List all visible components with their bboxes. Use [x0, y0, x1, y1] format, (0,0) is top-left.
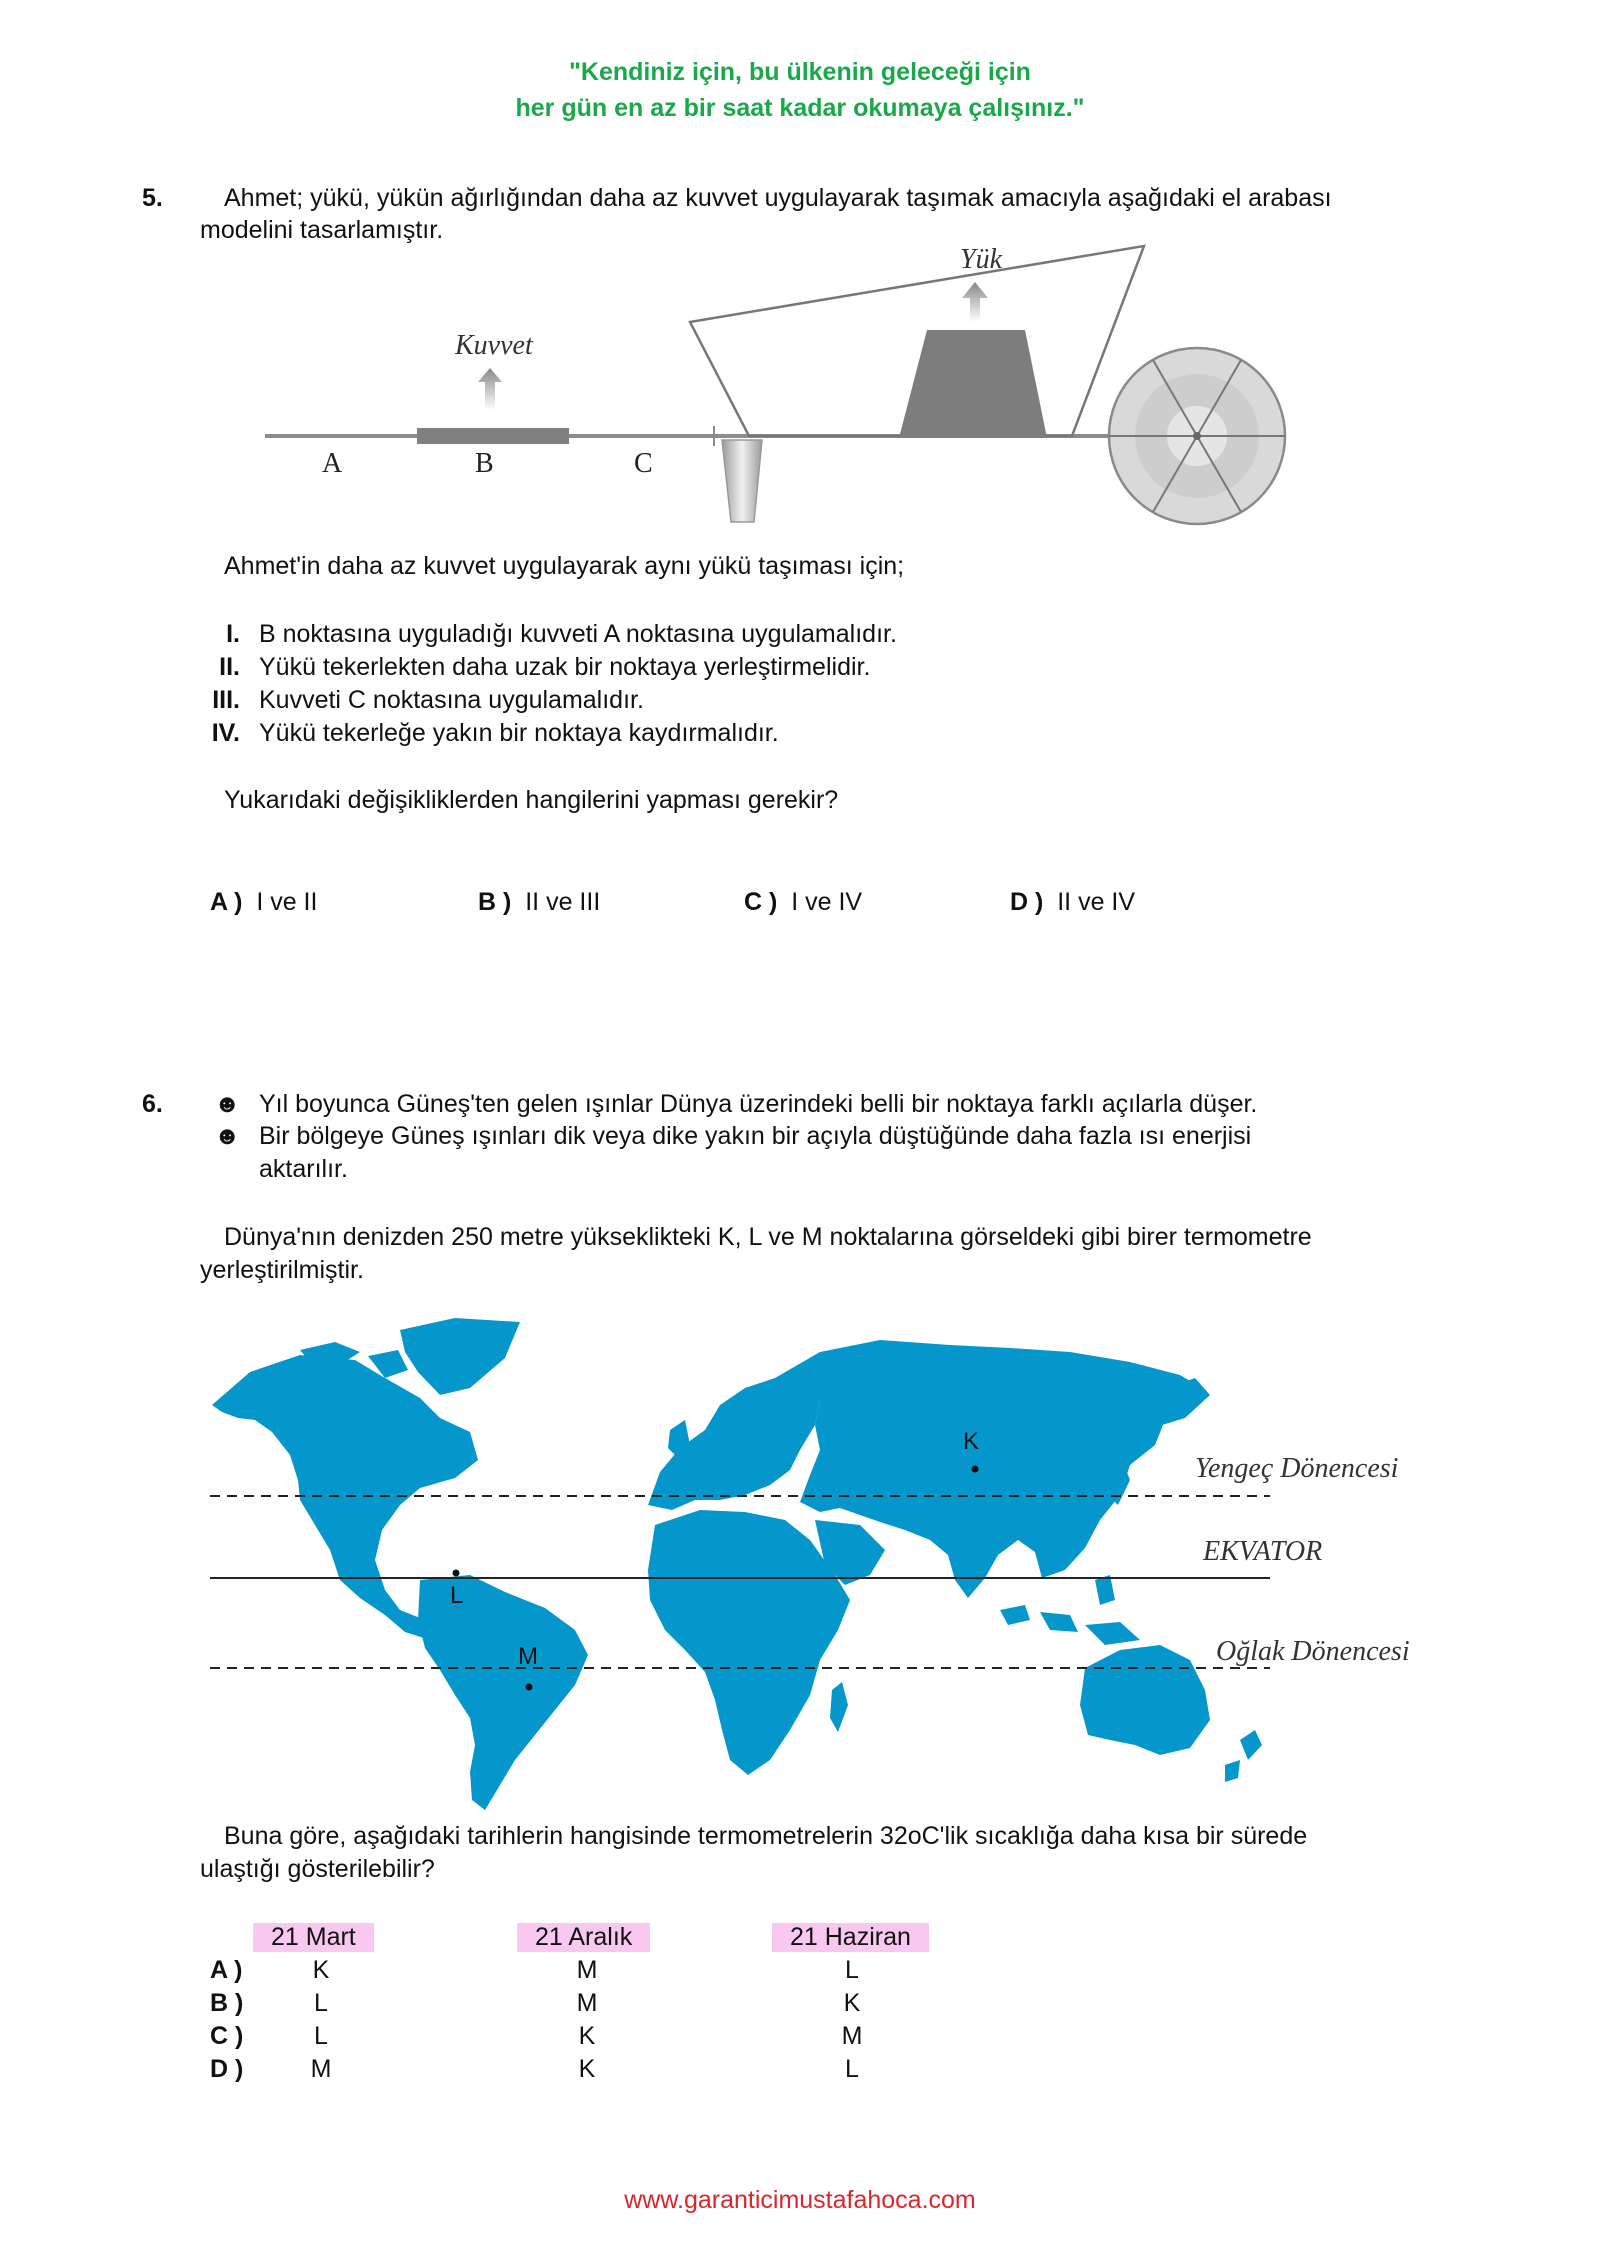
info-line-1: Dünya'nın denizden 250 metre yükseklikteki K, L ve M noktalarına görseldeki gibi birer termometre — [224, 1223, 1312, 1251]
greenland — [400, 1318, 520, 1395]
option-text: I ve IV — [791, 888, 863, 916]
statement-text: Yükü tekerlekten daha uzak bir noktaya yerleştirmelidir. — [259, 653, 871, 681]
table-header-21-mart: 21 Mart — [253, 1923, 374, 1952]
bullet-2-text-line-2: aktarılır. — [259, 1155, 348, 1183]
table-cell: L — [845, 2055, 859, 2083]
label-equator: EKVATOR — [1203, 1536, 1323, 1567]
bullet-icon: ☻ — [214, 1122, 241, 1150]
question-5-stem-line-2: modelini tasarlamıştır. — [200, 216, 444, 244]
statement-text: B noktasına uyguladığı kuvveti A noktasına uygulamalıdır. — [259, 620, 897, 648]
bullet-1-text: Yıl boyunca Güneş'ten gelen ışınlar Dünya üzerindeki belli bir noktaya farklı açılarla düşer. — [259, 1090, 1258, 1118]
table-cell: L — [314, 2022, 328, 2050]
statement-text: Yükü tekerleğe yakın bir noktaya kaydırmalıdır. — [259, 719, 779, 747]
option-text: I ve II — [256, 888, 318, 916]
question-5-number: 5. — [142, 184, 163, 212]
point-l-marker — [453, 1570, 460, 1577]
africa — [648, 1510, 850, 1775]
motto-line-2: her gün en az bir saat kadar okumaya çalışınız." — [515, 94, 1085, 122]
statement-number: IV. — [211, 719, 240, 747]
point-k-marker — [972, 1466, 979, 1473]
bullet-2-text-line-1: Bir bölgeye Güneş ışınları dik veya dike yakın bir açıyla düştüğünde daha fazla ısı enerjisi — [259, 1122, 1252, 1150]
table-cell: K — [312, 1956, 330, 1984]
statement-text: Kuvveti C noktasına uygulamalıdır. — [259, 686, 644, 714]
point-m-marker — [526, 1684, 533, 1691]
label-point-c: C — [634, 448, 653, 479]
map-point-l: L — [450, 1582, 464, 1609]
south-america — [418, 1575, 588, 1810]
question-5-question: Yukarıdaki değişikliklerden hangilerini yapması gerekir? — [224, 786, 839, 814]
table-cell: M — [576, 1989, 598, 2017]
question-6-question-line-2: ulaştığı gösterilebilir? — [200, 1855, 435, 1883]
table-cell: M — [841, 2022, 863, 2050]
option-text: II ve IV — [1057, 888, 1136, 916]
map-point-m: M — [518, 1643, 538, 1670]
info-line-2: yerleştirilmiştir. — [200, 1256, 364, 1284]
question-5-lead: Ahmet'in daha az kuvvet uygulayarak aynı yükü taşıması için; — [224, 552, 905, 580]
table-row-label[interactable]: C ) — [210, 2022, 244, 2050]
label-point-b: B — [475, 448, 494, 479]
bullet-icon: ☻ — [214, 1090, 241, 1118]
statement-number: I. — [226, 620, 240, 648]
table-cell: K — [578, 2055, 596, 2083]
table-cell: K — [843, 1989, 861, 2017]
label-point-a: A — [322, 448, 343, 479]
table-header-21-haziran: 21 Haziran — [772, 1923, 929, 1952]
option-label: A ) — [210, 888, 243, 916]
table-row-label[interactable]: A ) — [210, 1956, 243, 1984]
table-cell: M — [310, 2055, 332, 2083]
label-tropic-of-cancer: Yengeç Dönencesi — [1195, 1453, 1399, 1484]
statement-number: II. — [219, 653, 240, 681]
statement-number: III. — [212, 686, 240, 714]
table-cell: L — [845, 1956, 859, 1984]
label-force: Kuvvet — [455, 330, 533, 361]
option-label: C ) — [744, 888, 778, 916]
table-cell: L — [314, 1989, 328, 2017]
footer-url[interactable]: www.garanticimustafahoca.com — [624, 2186, 976, 2214]
map-point-k: K — [963, 1428, 980, 1455]
label-load: Yük — [960, 244, 1002, 275]
option-text: II ve III — [525, 888, 601, 916]
question-6-number: 6. — [142, 1090, 163, 1118]
table-cell: M — [576, 1956, 598, 1984]
option-label: B ) — [478, 888, 512, 916]
table-header-21-aralik: 21 Aralık — [517, 1923, 650, 1952]
table-cell: K — [578, 2022, 596, 2050]
table-row-label[interactable]: D ) — [210, 2055, 244, 2083]
table-row-label[interactable]: B ) — [210, 1989, 244, 2017]
option-label: D ) — [1010, 888, 1044, 916]
australia — [1080, 1645, 1210, 1755]
label-tropic-of-capricorn: Oğlak Dönencesi — [1216, 1636, 1410, 1667]
question-5-stem-line-1: Ahmet; yükü, yükün ağırlığından daha az kuvvet uygulayarak taşımak amacıyla aşağıdaki el arabası — [224, 184, 1332, 212]
question-6-question-line-1: Buna göre, aşağıdaki tarihlerin hangisinde termometrelerin 32oC'lik sıcaklığa daha kısa bir sürede — [224, 1822, 1308, 1850]
motto-line-1: "Kendiniz için, bu ülkenin geleceği için — [569, 58, 1031, 86]
